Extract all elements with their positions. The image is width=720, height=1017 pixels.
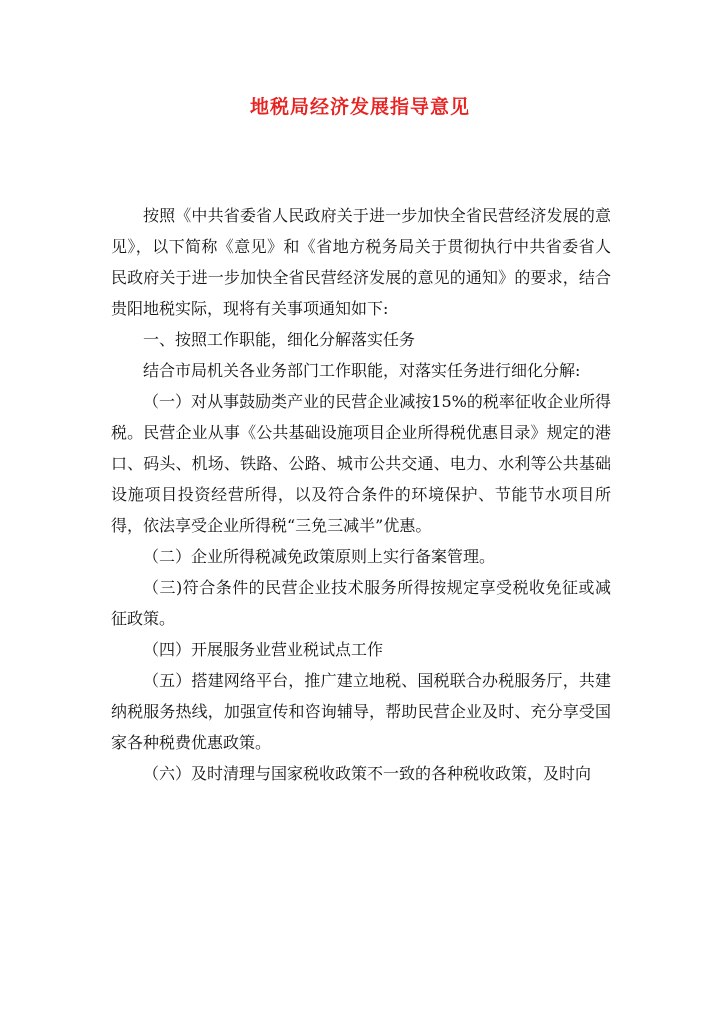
paragraph-item-5: （五）搭建网络平台，推广建立地税、国税联合办税服务厅，共建纳税服务热线，加强宣传和咨询辅导，帮助民营企业及时、充分享受国家各种税费优惠政策。 — [111, 671, 611, 752]
document-body — [111, 200, 611, 789]
paragraph-item-2: （二）企业所得税减免政策原则上实行备案管理。 — [143, 547, 496, 566]
paragraph-item-3: （三)符合条件的民营企业技术服务所得按规定享受税收免征或减征政策。 — [111, 578, 611, 628]
paragraph-breakdown: 结合市局机关各业务部门工作职能，对落实任务进行细化分解: — [143, 361, 581, 380]
paragraph-section-heading: 一、按照工作职能，细化分解落实任务 — [143, 330, 416, 349]
paragraph-intro: 按照《中共省委省人民政府关于进一步加快全省民营经济发展的意见》，以下简称《意见》和《省地方税务局关于贯彻执行中共省委省人民政府关于进一步加快全省民营经济发展的意见的通知》的要求，结合贵阳地税实际，现将有关事项通知如下: — [111, 206, 611, 318]
paragraph-item-1: （一）对从事鼓励类产业的民营企业减按15%的税率征收企业所得税。民营企业从事《公共基础设施项目企业所得税优惠目录》规定的港口、码头、机场、铁路、公路、城市公共交通、电力、水利等公共基础设施项目投资经营所得，以及符合条件的环境保护、节能节水项目所得，依法享受企业所得税“三免三减半”优惠。 — [111, 392, 611, 535]
document-title: 地税局经济发展指导意见 — [249, 96, 470, 118]
paragraph-item-6: （六）及时清理与国家税收政策不一致的各种税收政策，及时向 — [143, 764, 592, 783]
paragraph-item-4: （四）开展服务业营业税试点工作 — [143, 640, 384, 659]
